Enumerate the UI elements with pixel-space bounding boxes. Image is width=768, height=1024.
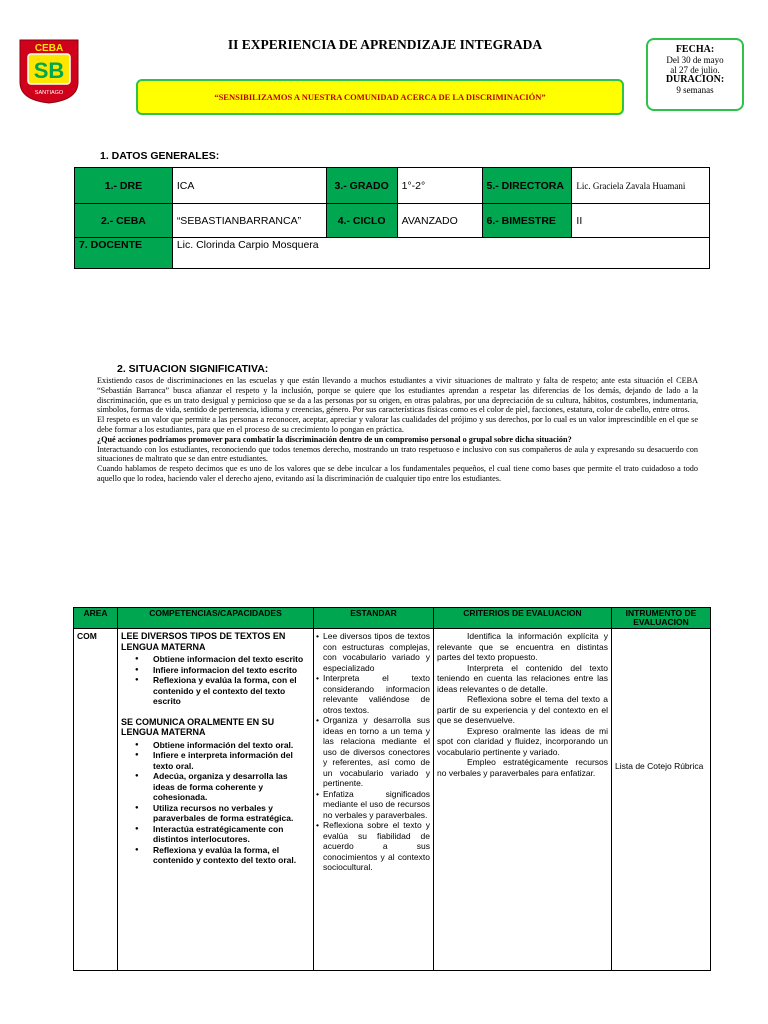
- logo-top-text: CEBA: [34, 43, 64, 54]
- criterios-list: [437, 631, 608, 778]
- comp2-list: [121, 740, 310, 866]
- criterio-text: Reflexiona sobre el tema del texto a partir de su experiencia y del contexto en el que se desenvuelve.: [437, 694, 608, 725]
- situacion-p2: El respeto es un valor que permite a las personas a reconocer, aceptar, apreciar y valorar las cualidades del prójimo y sus derechos, por lo cual es un valor imprescindible en el que se debe formar a los estudiantes, para que en el proceso de su crecimiento lo pongan en práctica.: [97, 415, 698, 434]
- situacion-heading: 2. SITUACION SIGNIFICATIVA:: [117, 363, 269, 375]
- criterio-text: Empleo estratégicamente recursos no verbales y paraverbales para enfatizar.: [437, 757, 608, 778]
- estandar-item: • Organiza y desarrolla sus ideas en torno a un tema y las relaciona mediante el uso de diversos conectores y referentes, así como de un vocabulario variado y pertinente.: [317, 715, 430, 789]
- fecha-line1: Del 30 de mayo: [666, 55, 724, 65]
- criterio-item: [437, 757, 608, 778]
- grado-label: 3.- GRADO: [326, 168, 397, 204]
- logo-bottom-text: SANTIAGO: [34, 90, 64, 96]
- estandar-item: • Reflexiona sobre el texto y evalúa su fiabilidad de acuerdo a sus conocimientos y al contexto sociocultural.: [317, 820, 430, 873]
- criterio-item: [437, 631, 608, 663]
- comp1-list: [121, 654, 310, 707]
- criterio-text: Interpreta el contenido del texto teniendo en cuenta las relaciones entre las ideas relevantes o de detalle.: [437, 662, 608, 694]
- comp2-item: ● Reflexiona y evalúa la forma, el contenido y contexto del texto oral.: [135, 845, 310, 866]
- bimestre-label: 6.- BIMESTRE: [482, 204, 572, 238]
- criterio-item: [437, 694, 608, 726]
- comp1-item: ● Reflexiona y evalúa la forma, con el contenido y el contexto del texto escrito: [135, 675, 310, 707]
- logo-main-text: SB: [33, 58, 65, 83]
- grado-value: 1°-2°: [397, 168, 482, 204]
- estandar-item: • Enfatiza significados mediante el uso de recursos no verbales y paraverbales.: [317, 789, 430, 821]
- situacion-text: [97, 376, 698, 484]
- comp2-item: ● Utiliza recursos no verbales y paraverbales de forma estratégica.: [135, 803, 310, 824]
- instrumento-cell: Lista de Cotejo Rúbrica: [612, 629, 711, 971]
- estandar-item: • Lee diversos tipos de textos con estructuras complejas, con vocabulario variado y especializado: [317, 631, 430, 673]
- comp1-item: ● Obtiene informacion del texto escrito: [135, 654, 310, 665]
- comp2-title: SE COMUNICA ORALMENTE EN SU LENGUA MATERNA: [121, 716, 275, 737]
- ciclo-value: AVANZADO: [397, 204, 482, 238]
- estandar-cell: [314, 629, 434, 971]
- header-criterios: CRITERIOS DE EVALUACION: [434, 608, 612, 629]
- comp1-item: ● Infiere informacion del texto escrito: [135, 665, 310, 676]
- duracion-value: 9 semanas: [676, 85, 714, 95]
- directora-label: 5.- DIRECTORA: [482, 168, 572, 204]
- ceba-label: 2.- CEBA: [75, 204, 173, 238]
- dre-label: 1.- DRE: [75, 168, 173, 204]
- comp2-item: ● Infiere e interpreta información del texto oral.: [135, 750, 310, 771]
- duracion-label: DURACION:: [665, 74, 725, 85]
- criterio-item: [437, 726, 608, 758]
- fecha-label: FECHA:: [675, 44, 715, 55]
- bimestre-value: II: [572, 204, 710, 238]
- header-instrumento: INTRUMENTO DE EVALUACION: [612, 608, 711, 629]
- area-cell: COM: [74, 629, 118, 971]
- ceba-logo: [18, 38, 80, 104]
- header-area: AREA: [74, 608, 118, 629]
- docente-value: Lic. Clorinda Carpio Mosquera: [172, 238, 709, 269]
- situacion-p4: Cuando hablamos de respeto decimos que es uno de los valores que se debe inculcar a los fundamentales pequeños, el cual tiene como bases que permite el trato cuidadoso a todo aquello que lo rodea, haciendo valer el derecho ajeno, evitando así la discriminación de cualquier tipo entre los estudiantes.: [97, 464, 698, 483]
- header-estandar: ESTANDAR: [314, 608, 434, 629]
- ceba-value: “SEBASTIANBARRANCA”: [172, 204, 326, 238]
- criterio-text: Expreso oralmente las ideas de mi spot con claridad y fluidez, incorporando un vocabulario pertinente y variado.: [437, 725, 608, 757]
- header-competencias: COMPETENCIAS/CAPACIDADES: [118, 608, 314, 629]
- comp2-item: ● Adecúa, organiza y desarrolla las ideas de forma coherente y cohesionada.: [135, 771, 310, 803]
- comp1-title: LEE DIVERSOS TIPOS DE TEXTOS EN LENGUA MATERNA: [121, 631, 286, 652]
- competencias-cell: [118, 629, 314, 971]
- criterios-cell: [434, 629, 612, 971]
- situacion-p3: Interactuando con los estudiantes, reconociendo que todos tenemos derecho, mostrando un trato respetuoso e inclusivo con sus compañeros de aula y expresando su desacuerdo con situaciones de maltrato que se dan entre estudiantes.: [97, 444, 698, 464]
- competencias-table: [73, 607, 711, 971]
- experience-banner: [136, 79, 624, 115]
- criterio-text: Identifica la información explícita y relevante que se encuentra en distintas partes del texto propuesto.: [437, 631, 608, 662]
- comp2-item: ● Obtiene información del texto oral.: [135, 740, 310, 751]
- banner-text: “SENSIBILIZAMOS A NUESTRA COMUNIDAD ACERCA DE LA DISCRIMINACIÓN”: [214, 92, 546, 102]
- situacion-p1: Existiendo casos de discriminaciones en las escuelas y que están llevando a muchos estudiantes a vivir situaciones de maltrato y falta de respeto; ante esta situación el CEBA “Sebastián Barranca” busca afianzar el respeto y la inclusión, porque se quiere que los estudiantes aprendan a respetar las diferencias de los demás, dejando de lado a la discriminación, que es un trato desigual y pernicioso que se da a las personas por su origen, en otras palabras, por una depreciación de su cultura, hábitos, costumbres, indumentaria, símbolos, formas de vida, sentido de pertenencia, idioma y creencias, género. Por sus características físicas como es el color de piel, facciones, estatura, color de cabello, entre otros.: [97, 376, 698, 415]
- docente-label: 7. DOCENTE: [75, 238, 173, 269]
- situacion-question: ¿Qué acciones podríamos promover para combatir la discriminación dentro de un compromiso personal o grupal sobre dicha situación?: [97, 434, 572, 444]
- ciclo-label: 4.- CICLO: [326, 204, 397, 238]
- estandar-item: • Interpreta el texto considerando informacion relevante valiéndose de otros textos.: [317, 673, 430, 715]
- date-box: [646, 38, 744, 111]
- directora-value: Lic. Graciela Zavala Huamani: [572, 168, 710, 204]
- page-title: II EXPERIENCIA DE APRENDIZAJE INTEGRADA: [227, 37, 543, 52]
- datos-heading: 1. DATOS GENERALES:: [100, 150, 220, 162]
- criterio-item: [437, 663, 608, 695]
- datos-generales-table: [74, 167, 710, 269]
- estandar-list: [317, 631, 430, 873]
- fecha-line2: al 27 de julio.: [670, 65, 720, 75]
- comp2-item: ● Interactúa estratégicamente con distintos interlocutores.: [135, 824, 310, 845]
- dre-value: ICA: [172, 168, 326, 204]
